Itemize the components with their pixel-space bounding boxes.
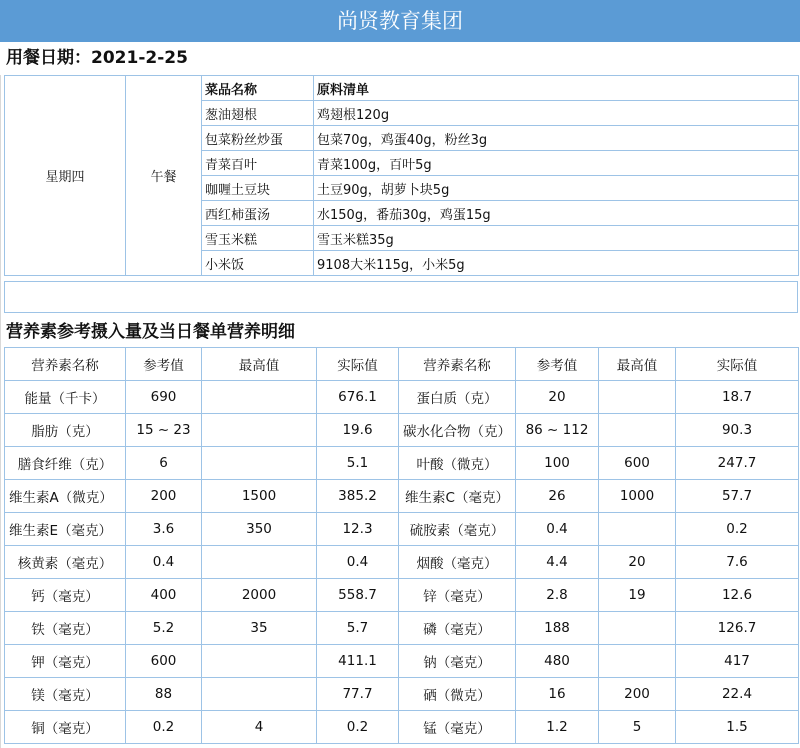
dish-name-cell[interactable]: 雪玉米糕 — [202, 226, 314, 251]
nutrient-value-cell[interactable] — [202, 414, 317, 447]
nutrition-row — [5, 678, 799, 711]
nutrient-name-cell[interactable]: 能量（千卡） — [5, 381, 126, 414]
nutrition-header-cell[interactable]: 营养素名称 — [399, 348, 516, 381]
nutrient-value-cell[interactable]: 0.2 — [676, 513, 799, 546]
ingredients-cell[interactable]: 青菜100g，百叶5g — [314, 151, 799, 176]
nutrient-name-cell[interactable]: 钾（毫克） — [5, 645, 126, 678]
nutrient-value-cell[interactable]: 0.4 — [317, 546, 399, 579]
nutrient-value-cell[interactable]: 400 — [126, 579, 202, 612]
nutrient-value-cell[interactable]: 19 — [599, 579, 676, 612]
nutrient-value-cell[interactable]: 5.1 — [317, 447, 399, 480]
nutrient-name-cell[interactable]: 蛋白质（克） — [399, 381, 516, 414]
nutrient-value-cell[interactable]: 600 — [126, 645, 202, 678]
ingredients-cell[interactable]: 9108大米115g，小米5g — [314, 251, 799, 276]
meal-date: 用餐日期：2021-2-25 — [6, 48, 188, 68]
nutrient-name-cell[interactable]: 维生素A（微克） — [5, 480, 126, 513]
nutrient-value-cell[interactable]: 12.6 — [676, 579, 799, 612]
nutrient-name-cell[interactable]: 锌（毫克） — [399, 579, 516, 612]
nutrient-value-cell[interactable]: 86 ~ 112 — [516, 414, 599, 447]
ingredients-cell[interactable]: 雪玉米糕35g — [314, 226, 799, 251]
nutrient-name-cell[interactable]: 碳水化合物（克） — [399, 414, 516, 447]
nutrition-row — [5, 645, 799, 678]
ingredients-cell[interactable]: 土豆90g，胡萝卜块5g — [314, 176, 799, 201]
nutrient-value-cell[interactable]: 20 — [599, 546, 676, 579]
nutrition-header-cell[interactable]: 参考值 — [516, 348, 599, 381]
ingredients-cell[interactable]: 鸡翅根120g — [314, 101, 799, 126]
nutrient-name-cell[interactable]: 维生素C（毫克） — [399, 480, 516, 513]
nutrient-name-cell[interactable]: 核黄素（毫克） — [5, 546, 126, 579]
nutrition-header-cell[interactable]: 最高值 — [599, 348, 676, 381]
nutrition-row — [5, 513, 799, 546]
nutrient-value-cell[interactable] — [202, 678, 317, 711]
dish-name-cell[interactable]: 小米饭 — [202, 251, 314, 276]
nutrition-header-row — [5, 348, 799, 381]
nutrient-value-cell[interactable]: 0.2 — [317, 711, 399, 744]
nutrient-value-cell[interactable]: 1000 — [599, 480, 676, 513]
nutrient-value-cell[interactable]: 88 — [126, 678, 202, 711]
nutrient-value-cell[interactable] — [599, 612, 676, 645]
nutrient-value-cell[interactable]: 12.3 — [317, 513, 399, 546]
nutrient-value-cell[interactable]: 100 — [516, 447, 599, 480]
nutrient-value-cell[interactable] — [599, 381, 676, 414]
nutrition-row — [5, 414, 799, 447]
nutrient-name-cell[interactable]: 膳食纤维（克） — [5, 447, 126, 480]
nutrition-header-cell[interactable]: 参考值 — [126, 348, 202, 381]
nutrient-value-cell[interactable]: 1500 — [202, 480, 317, 513]
nutrient-value-cell[interactable]: 247.7 — [676, 447, 799, 480]
dish-name-cell[interactable]: 包菜粉丝炒蛋 — [202, 126, 314, 151]
nutrient-value-cell[interactable]: 417 — [676, 645, 799, 678]
nutrient-value-cell[interactable]: 5 — [599, 711, 676, 744]
nutrient-value-cell[interactable] — [202, 447, 317, 480]
nutrient-value-cell[interactable]: 22.4 — [676, 678, 799, 711]
nutrient-value-cell[interactable]: 5.7 — [317, 612, 399, 645]
dish-name-cell[interactable]: 西红柿蛋汤 — [202, 201, 314, 226]
nutrient-value-cell[interactable]: 19.6 — [317, 414, 399, 447]
dish-name-cell[interactable]: 葱油翅根 — [202, 101, 314, 126]
nutrient-value-cell[interactable]: 188 — [516, 612, 599, 645]
dish-name-cell[interactable]: 咖喱土豆块 — [202, 176, 314, 201]
menu-header-row — [5, 76, 799, 101]
nutrition-row — [5, 711, 799, 744]
nutrient-value-cell[interactable]: 385.2 — [317, 480, 399, 513]
meal-cell[interactable]: 午餐 — [126, 76, 202, 276]
nutrition-header-cell[interactable]: 最高值 — [202, 348, 317, 381]
nutrient-value-cell[interactable] — [202, 645, 317, 678]
nutrition-row — [5, 546, 799, 579]
nutrient-name-cell[interactable]: 镁（毫克） — [5, 678, 126, 711]
nutrient-value-cell[interactable]: 3.6 — [126, 513, 202, 546]
nutrient-name-cell[interactable]: 钠（毫克） — [399, 645, 516, 678]
nutrient-value-cell[interactable] — [202, 546, 317, 579]
nutrient-value-cell[interactable]: 558.7 — [317, 579, 399, 612]
nutrient-name-cell[interactable]: 叶酸（微克） — [399, 447, 516, 480]
ingredients-cell[interactable]: 包菜70g，鸡蛋40g，粉丝3g — [314, 126, 799, 151]
nutrition-row — [5, 480, 799, 513]
ingredients-cell[interactable]: 水150g，番茄30g，鸡蛋15g — [314, 201, 799, 226]
nutrient-value-cell[interactable] — [599, 513, 676, 546]
nutrient-name-cell[interactable]: 脂肪（克） — [5, 414, 126, 447]
nutrient-value-cell[interactable]: 16 — [516, 678, 599, 711]
nutrient-value-cell[interactable]: 18.7 — [676, 381, 799, 414]
nutrient-name-cell[interactable]: 硒（微克） — [399, 678, 516, 711]
nutrient-value-cell[interactable]: 411.1 — [317, 645, 399, 678]
nutrition-header-cell[interactable]: 实际值 — [317, 348, 399, 381]
nutrition-row — [5, 579, 799, 612]
nutrient-value-cell[interactable]: 0.4 — [126, 546, 202, 579]
nutrient-value-cell[interactable]: 1.5 — [676, 711, 799, 744]
nutrient-name-cell[interactable]: 维生素E（毫克） — [5, 513, 126, 546]
nutrient-value-cell[interactable]: 35 — [202, 612, 317, 645]
nutrition-row — [5, 381, 799, 414]
nutrient-value-cell[interactable]: 200 — [126, 480, 202, 513]
nutrient-value-cell[interactable]: 600 — [599, 447, 676, 480]
nutrient-value-cell[interactable]: 1.2 — [516, 711, 599, 744]
nutrition-section-title: 营养素参考摄入量及当日餐单营养明细 — [6, 322, 295, 342]
nutrition-header-cell[interactable]: 实际值 — [676, 348, 799, 381]
page-title: 尚贤教育集团 — [0, 0, 800, 42]
nutrient-value-cell[interactable] — [599, 414, 676, 447]
nutrient-value-cell[interactable]: 480 — [516, 645, 599, 678]
nutrition-table — [4, 347, 799, 744]
nutrient-name-cell[interactable]: 硫胺素（毫克） — [399, 513, 516, 546]
nutrition-row — [5, 447, 799, 480]
nutrient-value-cell[interactable]: 2.8 — [516, 579, 599, 612]
menu-table — [4, 75, 799, 276]
nutrient-value-cell[interactable]: 7.6 — [676, 546, 799, 579]
nutrition-header-cell[interactable]: 营养素名称 — [5, 348, 126, 381]
ingredients-header[interactable]: 原料清单 — [314, 76, 799, 101]
nutrient-value-cell[interactable]: 77.7 — [317, 678, 399, 711]
nutrient-value-cell[interactable]: 4 — [202, 711, 317, 744]
nutrient-name-cell[interactable]: 锰（毫克） — [399, 711, 516, 744]
day-cell[interactable]: 星期四 — [5, 76, 126, 276]
nutrient-name-cell[interactable]: 钙（毫克） — [5, 579, 126, 612]
nutrient-value-cell[interactable]: 6 — [126, 447, 202, 480]
nutrient-value-cell[interactable]: 26 — [516, 480, 599, 513]
nutrient-value-cell[interactable]: 350 — [202, 513, 317, 546]
nutrient-value-cell[interactable]: 15 ~ 23 — [126, 414, 202, 447]
nutrient-value-cell[interactable]: 57.7 — [676, 480, 799, 513]
dish-name-cell[interactable]: 青菜百叶 — [202, 151, 314, 176]
nutrient-value-cell[interactable] — [202, 381, 317, 414]
empty-row — [4, 281, 798, 313]
nutrient-value-cell[interactable]: 20 — [516, 381, 599, 414]
nutrient-value-cell[interactable]: 126.7 — [676, 612, 799, 645]
dish-name-header[interactable]: 菜品名称 — [202, 76, 314, 101]
nutrient-value-cell[interactable]: 0.2 — [126, 711, 202, 744]
nutrition-row — [5, 612, 799, 645]
nutrient-value-cell[interactable]: 90.3 — [676, 414, 799, 447]
nutrient-value-cell[interactable]: 200 — [599, 678, 676, 711]
nutrient-value-cell[interactable]: 5.2 — [126, 612, 202, 645]
nutrient-name-cell[interactable]: 铜（毫克） — [5, 711, 126, 744]
nutrient-name-cell[interactable]: 烟酸（毫克） — [399, 546, 516, 579]
nutrient-value-cell[interactable]: 676.1 — [317, 381, 399, 414]
nutrient-name-cell[interactable]: 铁（毫克） — [5, 612, 126, 645]
nutrient-value-cell[interactable]: 0.4 — [516, 513, 599, 546]
nutrient-value-cell[interactable]: 690 — [126, 381, 202, 414]
nutrient-value-cell[interactable]: 2000 — [202, 579, 317, 612]
sheet-gridline — [0, 75, 1, 748]
nutrient-name-cell[interactable]: 磷（毫克） — [399, 612, 516, 645]
nutrient-value-cell[interactable]: 4.4 — [516, 546, 599, 579]
nutrient-value-cell[interactable] — [599, 645, 676, 678]
